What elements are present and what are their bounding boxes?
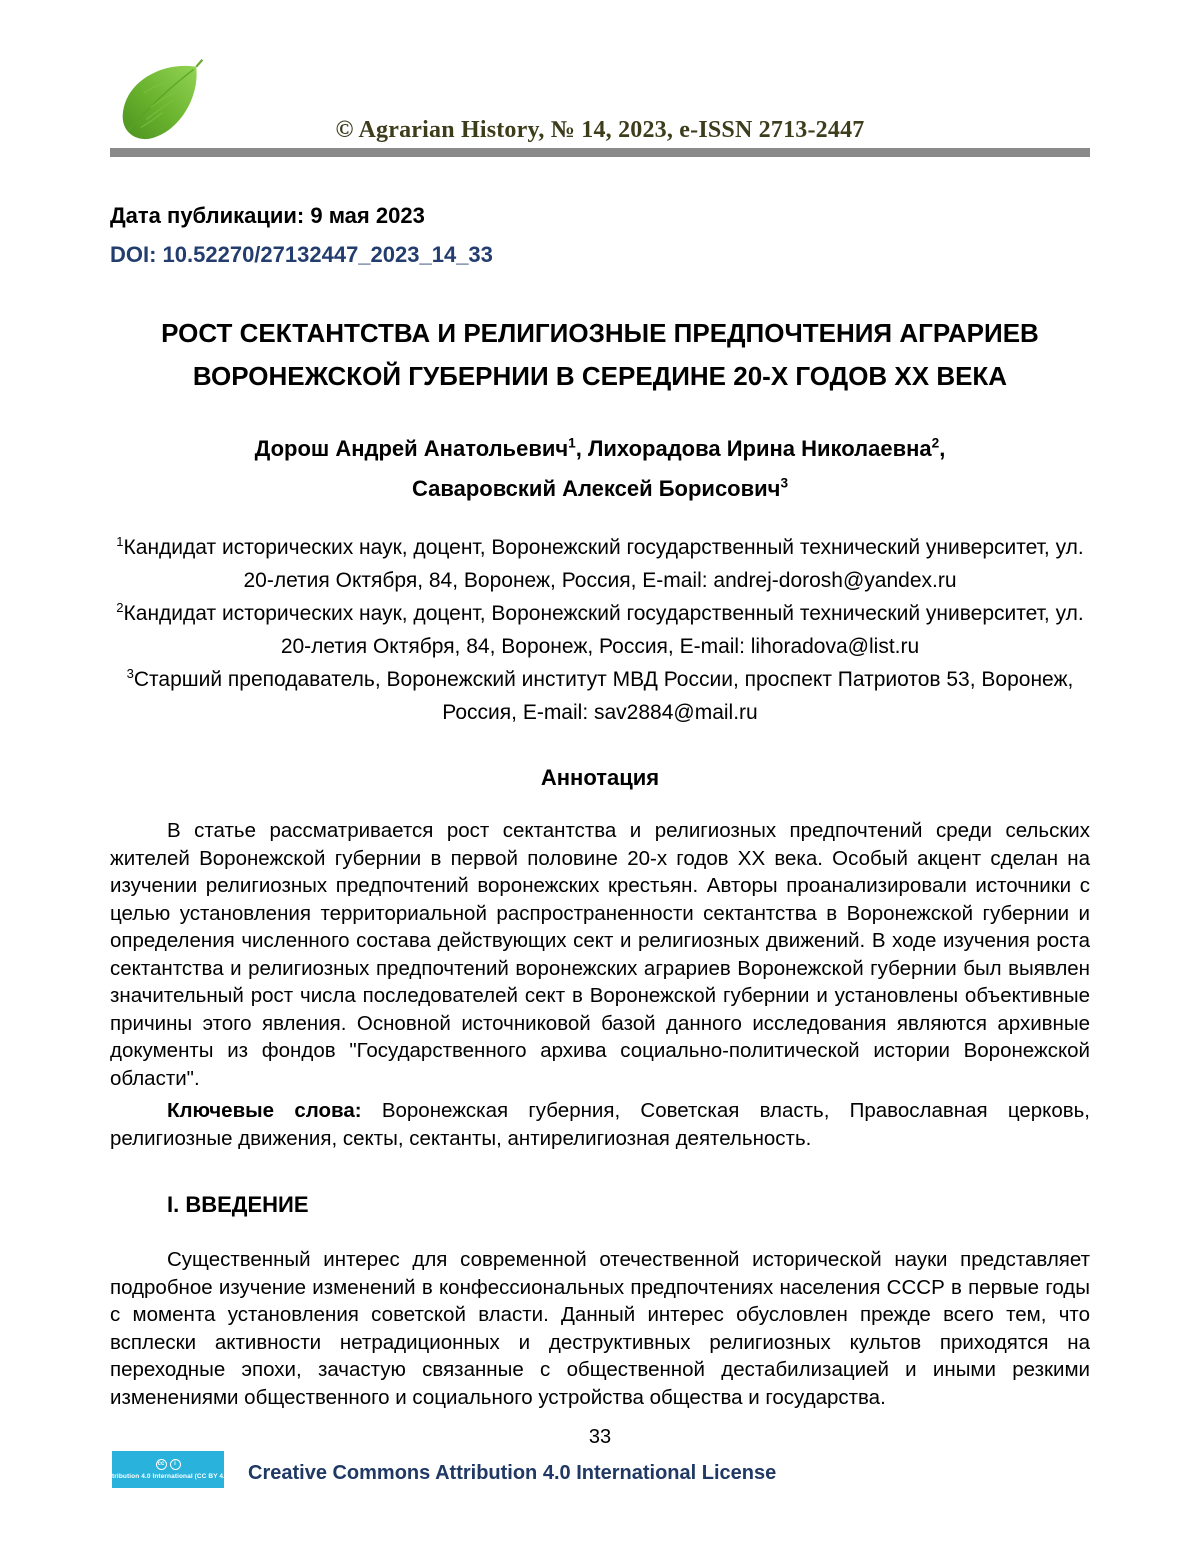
license-row (104, 1451, 1090, 1488)
journal-title: © Agrarian History, № 14, 2023, e-ISSN 2713-2447 (335, 117, 865, 143)
publication-date: Дата публикации: 9 мая 2023 (110, 203, 425, 228)
journal-header (110, 55, 1090, 148)
affiliation-1: $^1$Кандидат исторических наук, доцент, Воронежский государственный технический университет, ул. 20-летия Октября, 84, Воронеж, Россия, E-mail: andrej-dorosh@yandex.ru (116, 534, 1084, 592)
attribution-person-icon: i (170, 1459, 181, 1470)
page-footer (104, 1425, 1090, 1488)
cc-badge-label: Attribution 4.0 International (CC BY 4.0) (104, 1473, 232, 1480)
section-heading-introduction: I. ВВЕДЕНИЕ (167, 1192, 309, 1217)
doi-link[interactable]: DOI: 10.52270/27132447_2023_14_33 (110, 242, 493, 267)
article-title: РОСТ СЕКТАНТСТВА И РЕЛИГИОЗНЫЕ ПРЕДПОЧТЕНИЯ АГРАРИЕВ ВОРОНЕЖСКОЙ ГУБЕРНИИ В СЕРЕДИНЕ 20-Х ГОДОВ XX ВЕКА (161, 318, 1039, 391)
affiliation-2: $^2$Кандидат исторических наук, доцент, Воронежский государственный технический университет, ул. 20-летия Октября, 84, Воронеж, Россия, E-mail: lihoradova@list.ru (116, 600, 1084, 658)
keywords-text: Воронежская губерния, Советская власть, Православная церковь, религиозные движения, секты, сектанты, антирелигиозная деятельность. (110, 1099, 1090, 1150)
abstract-heading: Аннотация (540, 765, 660, 790)
introduction-text: Существенный интерес для современной отечественной исторической науки представляет подробное изучение изменений в конфессиональных предпочтениях населения СССР в первые годы с момента установления советской власти. Данный интерес обусловлен прежде всего тем, что всплески активности нетрадиционных и деструктивных религиозных культов приходятся на переходные эпохи, зачастую связанные с общественной дестабилизацией и иными резкими изменениями общественного и социального устройства общества и государства. (110, 1248, 1090, 1409)
keywords-paragraph (110, 1097, 1090, 1152)
author-3-affiliation-sup: 3 (780, 475, 789, 491)
authors-line: Дорош Андрей Анатольевич$^1$, Лихорадова Ирина Николаевна$^2$, Саваровский Алексей Борисович$^3$ (254, 435, 946, 501)
affiliations-block (110, 531, 1090, 729)
author-3: Саваровский Алексей Борисович$^3$ (411, 475, 789, 501)
affiliation-3: $^3$Старший преподаватель, Воронежский институт МВД России, проспект Патриотов 53, Воронеж, Россия, E-mail: sav2884@mail.ru (126, 666, 1074, 724)
cc-by-badge[interactable] (104, 1451, 232, 1488)
license-link[interactable]: Creative Commons Attribution 4.0 International License (248, 1462, 777, 1484)
page-number: 33 (588, 1426, 612, 1448)
keywords-label: Ключевые слова: (167, 1099, 362, 1122)
author-1: Дорош Андрей Анатольевич$^1$ (254, 435, 576, 461)
cc-by-icons (156, 1459, 181, 1470)
author-2: Лихорадова Ирина Николаевна$^2$ (587, 435, 940, 461)
cc-icon: cc (156, 1459, 167, 1470)
header-divider (110, 148, 1090, 157)
author-1-affiliation-sup: 1 (568, 435, 576, 451)
abstract-text: В статье рассматривается рост сектантства и религиозных предпочтений среди сельских жителей Воронежской губернии в первой половине 20-х годов XX века. Особый акцент сделан на изучении религиозных предпочтений воронежских крестьян. Авторы проанализировали источники с целью установления территориальной распространенности сектантства в Воронежской губернии и определения численного состава действующих сект и религиозных движений. В ходе изучения роста сектантства и религиозных предпочтений воронежских аграриев Воронежской губернии был выявлен значительный рост числа последователей сект в Воронежской губернии и установлены объективные причины этого явления. Основной источниковой базой данного исследования являются архивные документы из фондов "Государственного архива социально-политической истории Воронежской области". (110, 819, 1090, 1090)
author-2-affiliation-sup: 2 (931, 435, 940, 451)
